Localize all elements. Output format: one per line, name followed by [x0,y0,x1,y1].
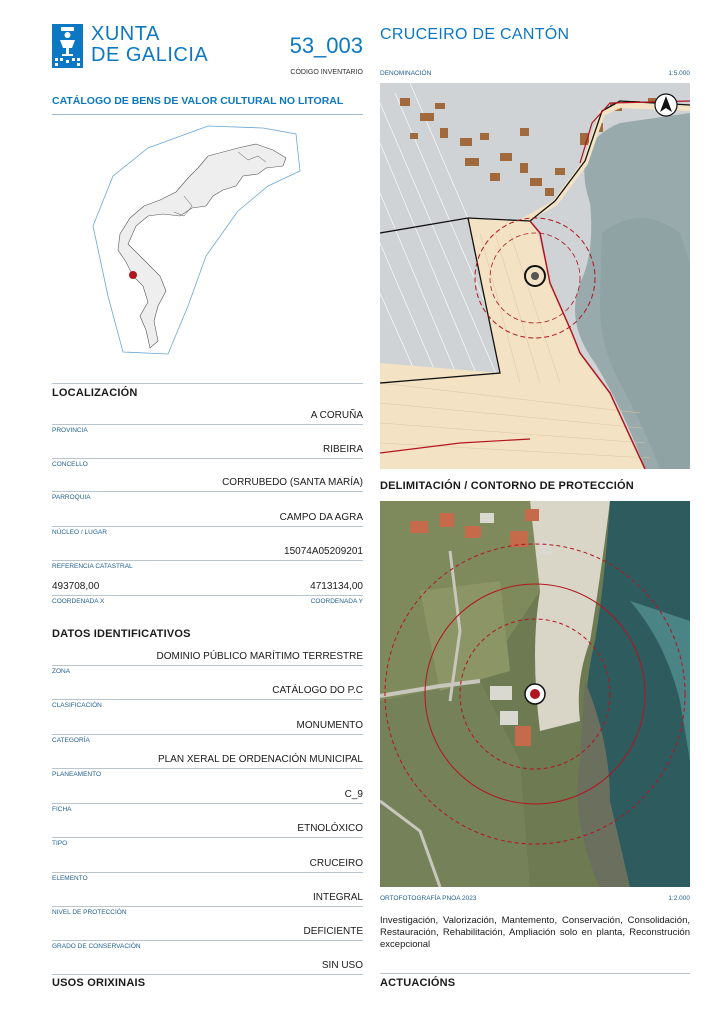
field-parroquia [52,477,363,507]
map1-caption: DENOMINACIÓN [380,70,432,77]
field-value: RIBEIRA [322,444,363,455]
field-tipo [52,823,363,853]
xunta-logo-text [91,24,208,66]
page-title: CRUCEIRO DE CANTÓN [380,26,570,43]
field-planeamento [52,754,363,784]
cadastral-map [380,83,690,469]
field-label: NÚCLEO / LUGAR [52,529,107,536]
field-label: GRADO DE CONSERVACIÓN [52,943,141,950]
field-value: SIN USO [321,960,363,971]
field-value: DOMINIO PÚBLICO MARÍTIMO TERRESTRE [156,651,363,662]
field-value: 15074A05209201 [284,546,363,557]
field-referencia-catastral [52,546,363,576]
field-value: CRUCEIRO [309,858,363,869]
coord-y-label: COORDENADA Y [310,598,363,605]
field-value: INTEGRAL [312,892,363,903]
localizacion-title: LOCALIZACIÓN [52,387,138,399]
field-label: CLASIFICACIÓN [52,702,102,709]
field-value: CORRUBEDO (SANTA MARÍA) [222,477,363,488]
field-grado-conservacion [52,926,363,956]
actuacions-text: Investigación, Valorización, Mantemento, Conservación, Consolidación, Restauración, Rehabilitación, Ampliación solo en planta, Reconstrución excepcional [380,915,690,950]
field-provincia [52,410,363,440]
field-nivel-proteccion [52,892,363,922]
coord-x-value: 493708,00 [52,581,100,592]
actuacions-title: ACTUACIÓNS [380,977,456,989]
field-zona [52,651,363,681]
field-value: MONUMENTO [296,720,363,731]
field-label: PROVINCIA [52,427,88,434]
map1-scale: 1:5.000 [668,70,690,77]
map2-caption: ORTOFOTOGRAFÍA PNOA 2023 [380,895,477,902]
orthophoto-map [380,501,690,887]
field-value: ETNOLÓXICO [297,823,363,834]
field-label: PLANEAMENTO [52,771,102,778]
field-ficha [52,789,363,819]
catalog-title: CATÁLOGO DE BENS DE VALOR CULTURAL NO LITORAL [52,95,344,107]
field-value: A CORUÑA [310,410,363,421]
field-value: PLAN XERAL DE ORDENACIÓN MUNICIPAL [157,754,363,765]
inventory-code: 53_003 [289,33,363,58]
usos-title: USOS ORIXINAIS [52,977,146,989]
xunta-logo-emblem [52,24,83,68]
field-clasificacion [52,685,363,715]
field-label: NIVEL DE PROTECCIÓN [52,909,127,916]
field-categoria [52,720,363,750]
divider [52,114,363,115]
field-label: CONCELLO [52,461,88,468]
crown-chalice-icon [52,24,83,68]
field-concello [52,444,363,474]
inventory-code-label: CÓDIGO INVENTARIO [290,69,363,76]
field-value: CATÁLOGO DO P.C [272,685,363,696]
logo-line-2: DE GALICIA [91,44,209,66]
divider [52,383,363,384]
datos-title: DATOS IDENTIFICATIVOS [52,628,191,640]
field-label: PARROQUIA [52,494,91,501]
logo-line-1: XUNTA [91,23,160,45]
field-coordenadas [52,581,363,611]
field-value: C_9 [344,789,363,800]
field-label: TIPO [52,840,68,847]
field-value: CAMPO DA AGRA [279,512,363,523]
field-label: FICHA [52,806,72,813]
field-value: DEFICIENTE [303,926,363,937]
delimitacion-title: DELIMITACIÓN / CONTORNO DE PROTECCIÓN [380,480,634,492]
field-label: ELEMENTO [52,875,88,882]
field-label: REFERENCIA CATASTRAL [52,563,133,570]
field-label: ZONA [52,668,71,675]
field-label: CATEGORÍA [52,737,90,744]
field-nucleo [52,512,363,542]
map2-scale: 1:2.000 [668,895,690,902]
coast-overview-map [88,116,313,361]
coord-x-label: COORDENADA X [52,598,105,605]
field-elemento [52,858,363,888]
location-marker [129,271,137,279]
divider [380,973,690,974]
coord-y-value: 4713134,00 [310,581,363,592]
